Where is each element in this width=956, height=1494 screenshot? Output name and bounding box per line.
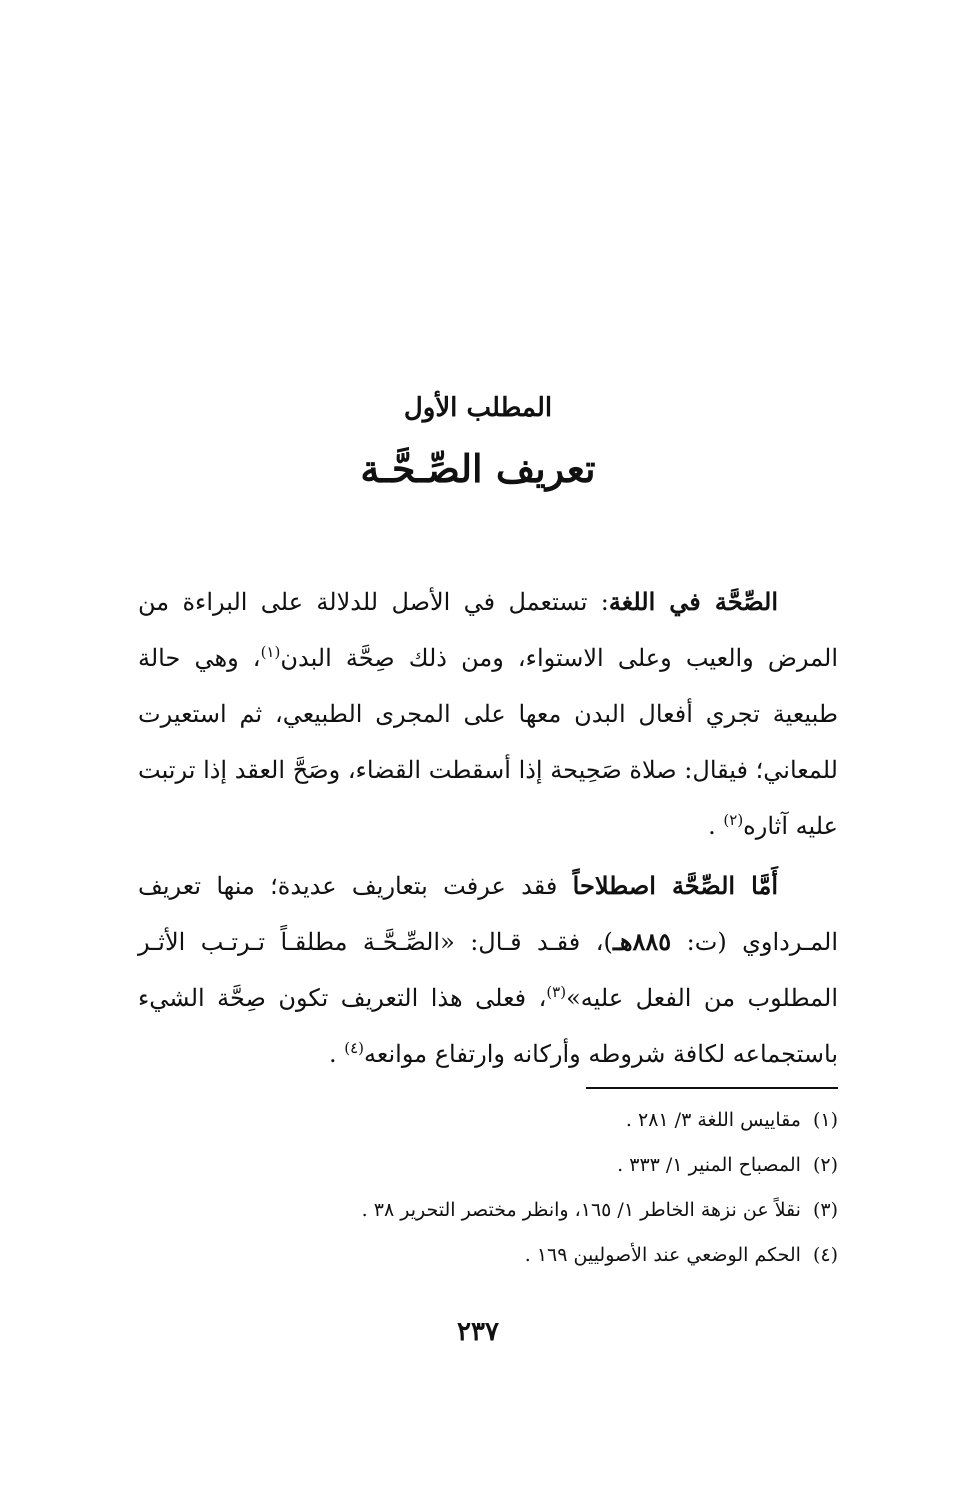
paragraph-linguistic-definition [138, 574, 838, 854]
footnote-3 [118, 1188, 838, 1233]
main-title: تعريف الصِّـحَّـة [360, 446, 596, 491]
footnote-2 [118, 1143, 838, 1188]
footnote-4 [118, 1233, 838, 1278]
footnote-text: الحكم الوضعي عند الأصوليين ١٦٩ . [524, 1244, 801, 1266]
term-linguistic: الصِّحَّة في اللغة [608, 587, 778, 616]
footnote-ref-3[interactable]: (٣) [546, 983, 567, 1001]
term-technical: أَمَّا الصِّحَّة اصطلاحاً [572, 871, 778, 900]
footnote-ref-2[interactable]: (٢) [723, 811, 744, 829]
footnote-number: (٤) [812, 1244, 838, 1266]
paragraph2-text-d: . [328, 1040, 345, 1068]
footnote-number: (٣) [812, 1199, 838, 1221]
paragraph-technical-definition [138, 858, 838, 1082]
paragraph2-text-a: فقد عرفت بتعاريف عديدة؛ منها تعريف المـرداوي (ت: [138, 872, 838, 956]
paragraph1-text-a: : تستعمل في الأصل للدلالة على البراءة من المرض والعيب وعلى الاستواء، ومن ذلك صِحَّة البدن [138, 588, 838, 672]
paragraph2-text-b: )، فقـد قـال: «الصِّـحَّـة مطلقـاً تـرتـب الأثـر المطلوب من الفعل عليه» [138, 928, 838, 1012]
section-title: المطلب الأول [403, 393, 553, 423]
paragraph1-text-c: . [708, 812, 724, 840]
footnote-number: (٢) [812, 1154, 838, 1176]
footnote-text: مقاييس اللغة ٣/ ٢٨١ . [625, 1109, 801, 1131]
footnote-divider [586, 1087, 838, 1089]
footnote-text: المصباح المنير ١/ ٣٣٣ . [617, 1154, 801, 1176]
paragraph2-text-c: ، فعلى هذا التعريف تكون صِحَّة الشيء باستجماعه لكافة شروطه وأركانه وارتفاع موانعه [138, 984, 838, 1068]
footnote-1 [118, 1098, 838, 1143]
footnote-text: نقلاً عن نزهة الخاطر ١/ ١٦٥، وانظر مختصر التحرير ٣٨ . [361, 1199, 801, 1221]
footnotes-list [118, 1098, 838, 1278]
footnote-ref-4[interactable]: (٤) [344, 1039, 365, 1057]
footnote-ref-1[interactable]: (١) [260, 643, 281, 661]
footnote-number: (١) [812, 1109, 838, 1131]
paragraph1-text-b: ، وهي حالة طبيعية تجري أفعال البدن معها على المجرى الطبيعي، ثم استعيرت للمعاني؛ فيقال: صلاة صَحِيحة إذا أسقطت القضاء، وصَحَّ العقد إذا ترتبت عليه آثاره [138, 644, 838, 840]
death-year: ٨٨٥هـ [612, 927, 672, 956]
page-number: ٢٣٧ [457, 1317, 499, 1347]
